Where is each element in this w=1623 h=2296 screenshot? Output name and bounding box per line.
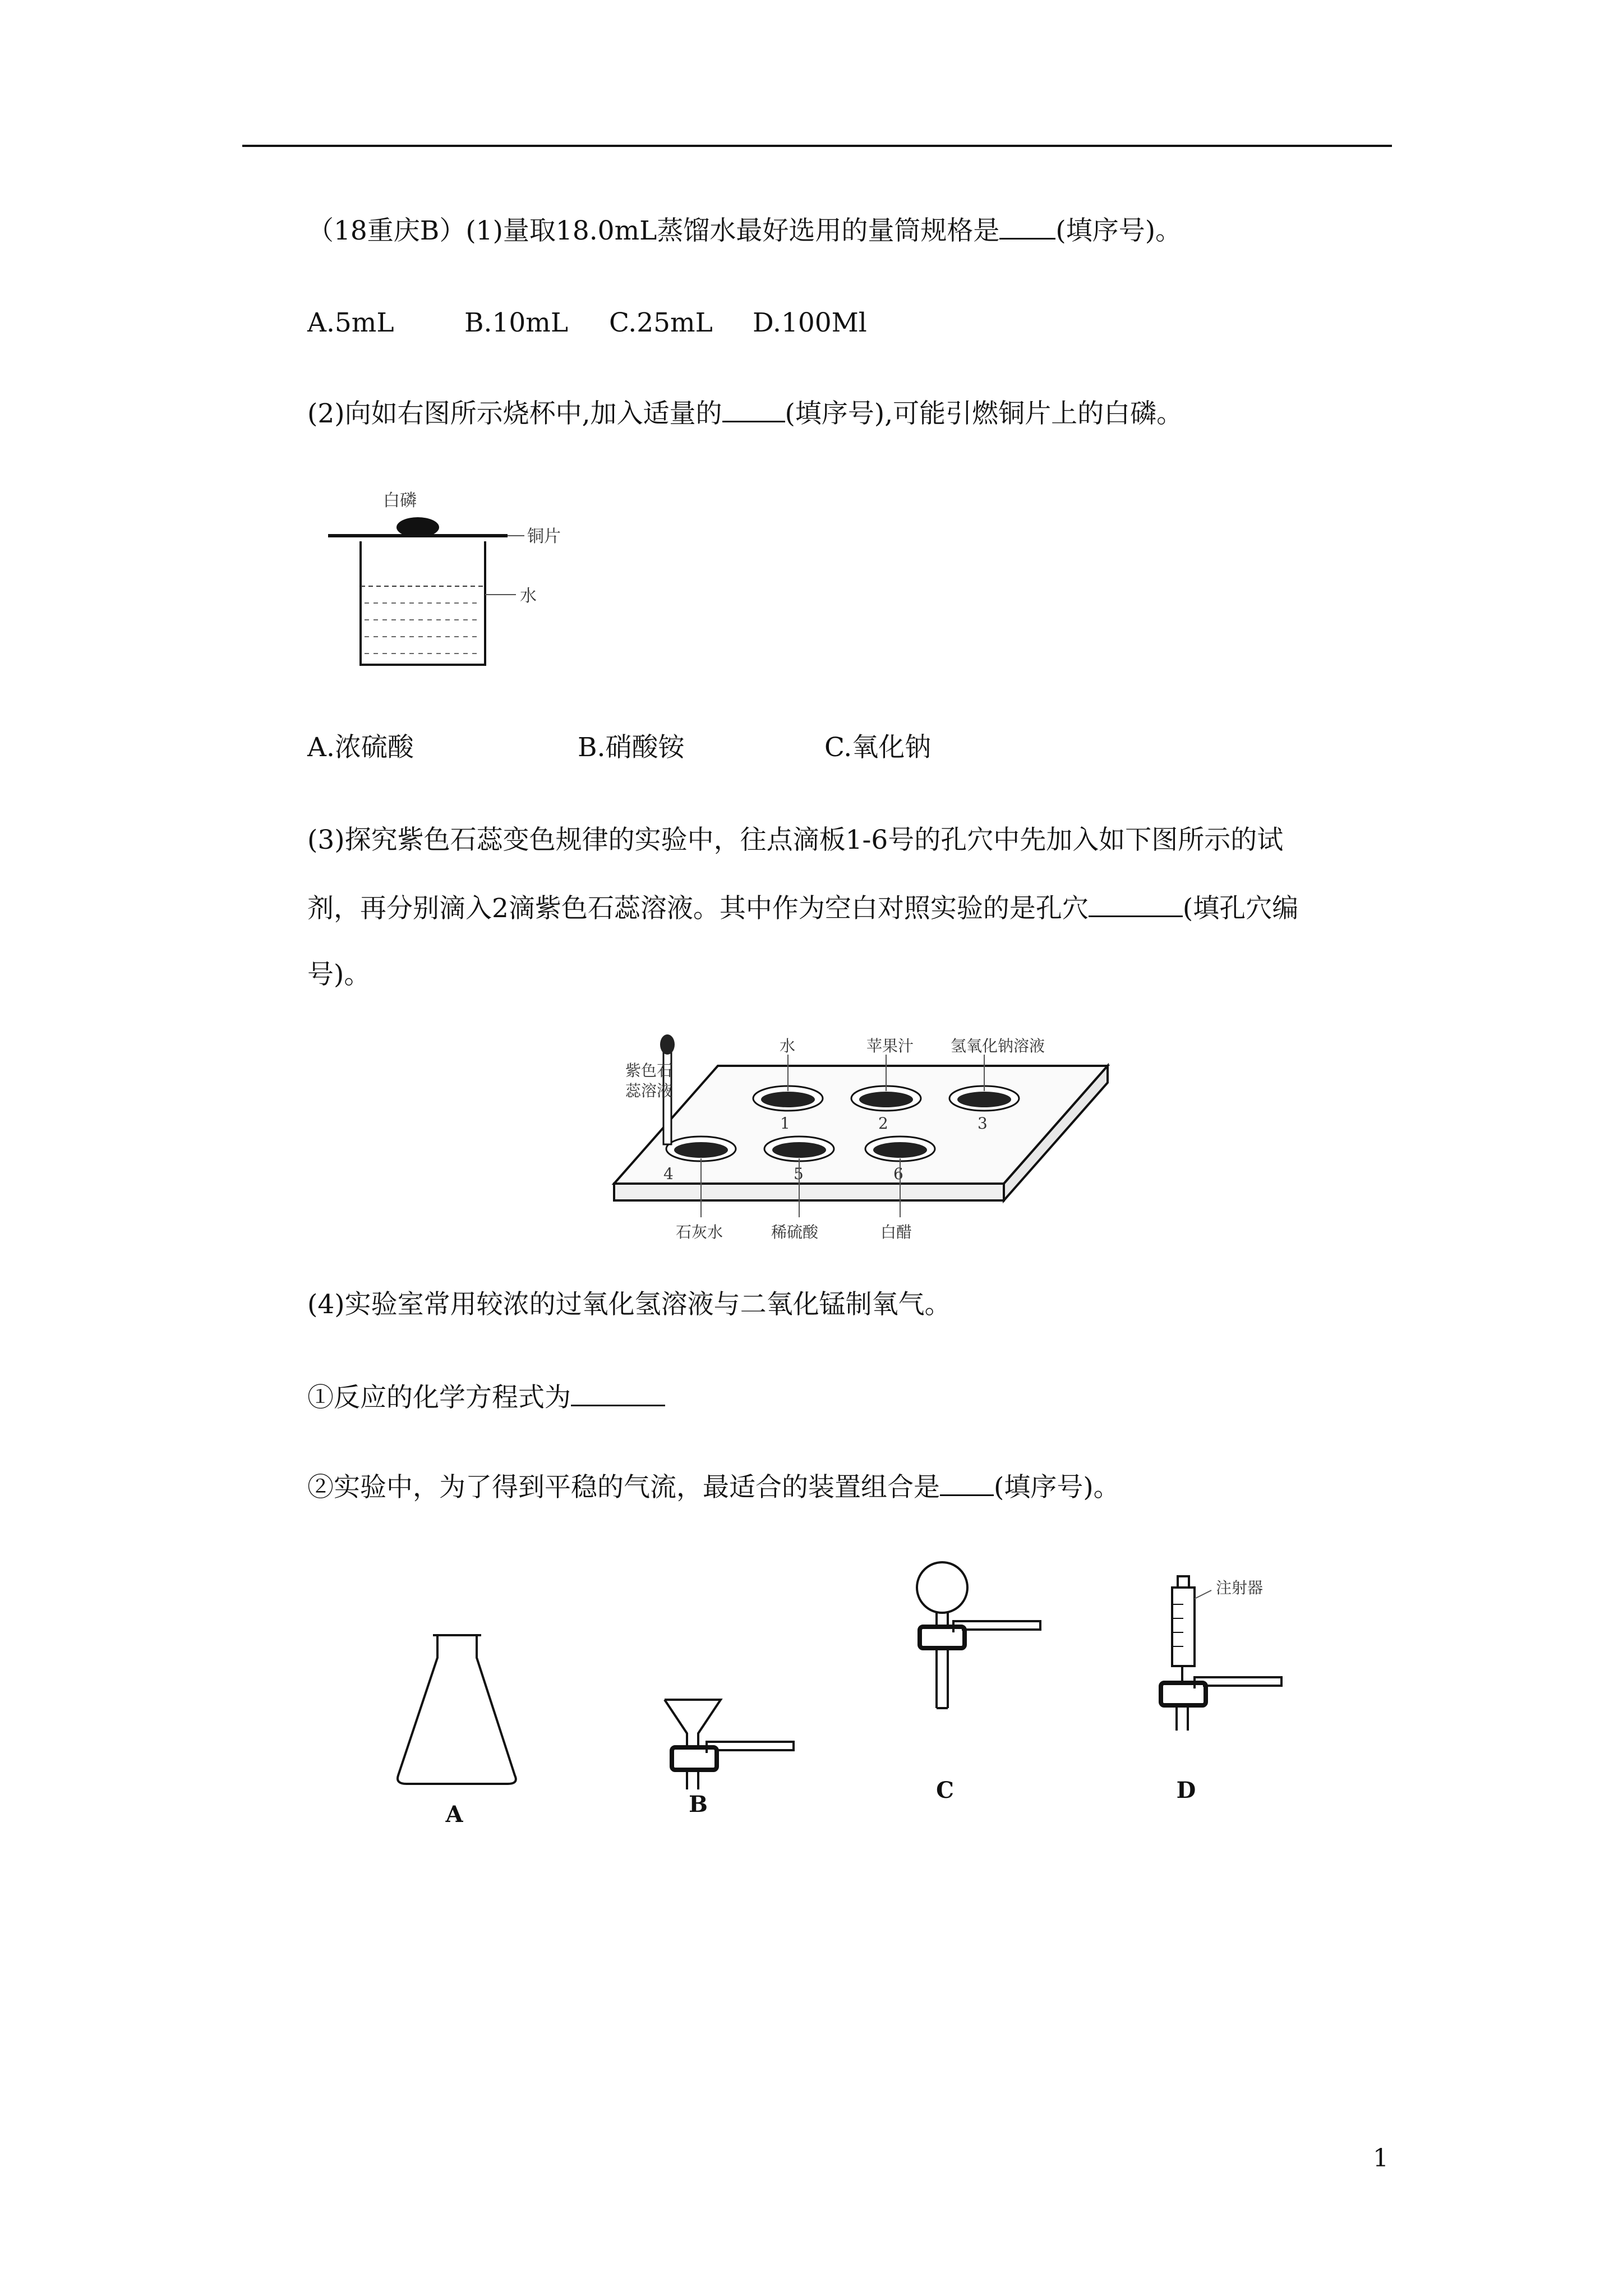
white-phosphorus-label: 白磷 [383,491,417,510]
litmus-label-1: 紫色石 [625,1061,673,1080]
reagent-label-water: 水 [780,1037,796,1055]
q2-prefix: (2)向如右图所示烧杯中,加入适量的 [307,398,722,429]
apparatus-label-c: C [936,1777,954,1803]
q4-answer-blank[interactable] [940,1470,994,1496]
q4-sub2-prefix: ②实验中，为了得到平稳的气流，最适合的装置组合是 [307,1472,940,1503]
beaker-figure [322,482,586,673]
apparatus-figure [387,1559,1340,1829]
q4-sub1-prefix: ①反应的化学方程式为 [307,1382,571,1413]
question-1 [307,213,1182,248]
page-number: 1 [1373,2144,1389,2173]
well-number-2: 2 [878,1114,888,1133]
apparatus-label-d: D [1176,1777,1196,1803]
well-number-1: 1 [780,1114,790,1133]
question-2 [307,396,1183,431]
reagent-label-limewater: 石灰水 [676,1223,723,1241]
q3-line2-suffix: (填孔穴编 [1182,893,1299,924]
spot-plate-figure [597,1032,1124,1245]
question-3-line-1: (3)探究紫色石蕊变色规律的实验中，往点滴板1-6号的孔穴中先加入如下图所示的试 [307,825,1284,855]
q2-option-c: C.氧化钠 [824,732,932,763]
q2-options [307,731,931,765]
q2-answer-blank[interactable] [722,396,785,422]
q1-option-a: A.5mL [307,307,394,338]
question-3-line-2 [307,891,1298,926]
stopper-c [920,1627,965,1648]
apparatus-label-b: B [689,1791,708,1818]
well-number-5: 5 [794,1165,804,1183]
well-1 [761,1092,815,1107]
water-label: 水 [520,586,537,606]
question-4-sub-1 [307,1380,665,1415]
delivery-tube-d [1195,1677,1281,1688]
reagent-label-dilute-sulfuric: 稀硫酸 [771,1223,819,1241]
well-number-6: 6 [893,1165,903,1183]
q1-option-d: D.100Ml [753,307,867,338]
dropper-bulb [660,1034,675,1055]
q3-line2-prefix: 剂，再分别滴入2滴紫色石蕊溶液。其中作为空白对照实验的是孔穴 [307,893,1089,924]
stopper-d [1161,1683,1206,1705]
q2-option-a: A.浓硫酸 [307,732,414,763]
q1-option-b: B.10mL [464,307,569,338]
q1-option-c: C.25mL [609,307,713,338]
copper-label: 铜片 [527,527,561,546]
well-4 [674,1142,728,1158]
apparatus-label-a: A [445,1801,463,1828]
q4-sub2-suffix: (填序号)。 [994,1472,1120,1503]
white-phosphorus-blob [396,517,439,537]
well-number-3: 3 [978,1114,988,1133]
well-5 [772,1142,826,1158]
delivery-tube-b [707,1742,794,1753]
reagent-label-naoh: 氢氧化钠溶液 [951,1037,1045,1055]
well-2 [859,1092,913,1107]
q1-suffix: (填序号)。 [1055,215,1182,246]
q1-answer-blank[interactable] [999,213,1055,240]
question-3-line-3: 号)。 [307,959,371,990]
syringe-label: 注射器 [1216,1579,1264,1597]
conical-flask-icon [398,1635,516,1784]
litmus-label-2: 蕊溶液 [625,1082,673,1100]
q4-equation-blank[interactable] [571,1380,665,1406]
reagent-label-white-vinegar: 白醋 [880,1223,912,1241]
syringe-icon [1172,1588,1195,1666]
syringe-plunger [1178,1576,1189,1588]
stopper-b [672,1747,717,1770]
header-rule [242,145,1392,147]
delivery-tube-c [953,1621,1040,1632]
q1-prefix: （18重庆B）(1)量取18.0mL蒸馏水最好选用的量筒规格是 [307,215,1000,246]
q2-option-b: B.硝酸铵 [578,732,685,763]
well-6 [873,1142,927,1158]
question-4-sub-2 [307,1470,1120,1504]
well-number-4: 4 [663,1165,674,1183]
q3-answer-blank[interactable] [1089,891,1183,917]
q2-suffix: (填序号),可能引燃铜片上的白磷。 [785,398,1183,429]
q1-options [307,306,867,340]
reagent-label-apple-juice: 苹果汁 [866,1037,914,1055]
separatory-funnel-icon [917,1562,967,1613]
well-3 [957,1092,1011,1107]
spot-plate-front [614,1184,1004,1200]
question-4-intro: (4)实验室常用较浓的过氧化氢溶液与二氧化锰制氧气。 [307,1289,951,1320]
